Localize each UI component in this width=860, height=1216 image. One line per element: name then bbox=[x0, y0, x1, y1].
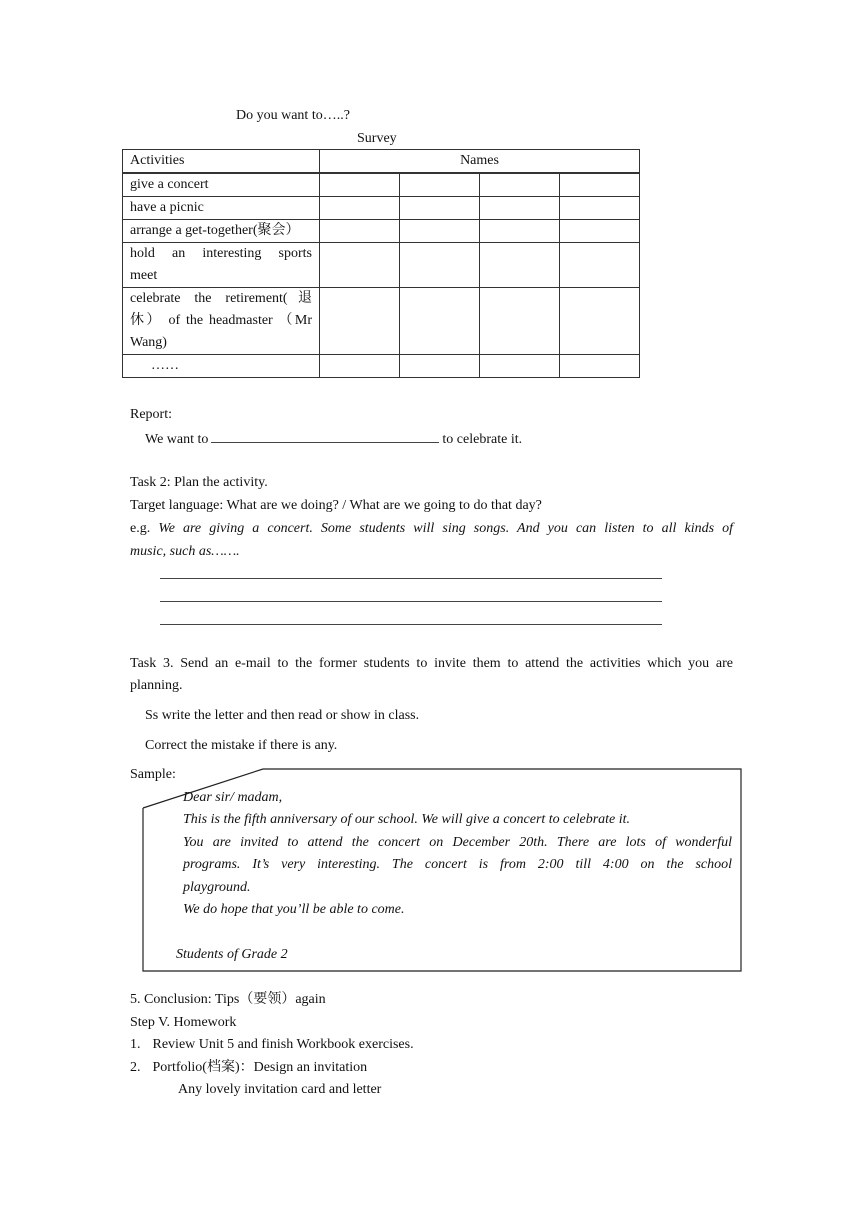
header-activities: Activities bbox=[123, 150, 320, 173]
sample-label: Sample: bbox=[130, 767, 176, 782]
task3-step1: Ss write the letter and then read or show in class. bbox=[145, 708, 420, 723]
activity-cell: arrange a get-together(聚会） bbox=[123, 220, 320, 243]
report-suffix: to celebrate it. bbox=[442, 432, 523, 447]
sample-signature: Students of Grade 2 bbox=[176, 947, 288, 962]
eg-text: We are giving a concert. Some students will sing songs. And you can listen to all kinds of bbox=[158, 521, 733, 536]
task3-step2: Correct the mistake if there is any. bbox=[145, 738, 338, 753]
sample-line2: You are invited to attend the concert on December 20th. There are lots of wonderful bbox=[183, 835, 732, 850]
eg-label: e.g. bbox=[130, 521, 151, 536]
report-prefix: We want to bbox=[145, 432, 209, 447]
sample-line4: playground. bbox=[183, 880, 251, 895]
task3-title-line2: planning. bbox=[130, 678, 183, 693]
header-names: Names bbox=[320, 150, 640, 173]
activity-line: Wang) bbox=[130, 335, 167, 350]
activity-line: 休） of the headmaster （Mr bbox=[130, 313, 312, 328]
activity-line: hold an interesting sports bbox=[130, 246, 312, 261]
activity-cell: have a picnic bbox=[123, 197, 320, 220]
task2-example-line2: music, such as……. bbox=[130, 544, 240, 559]
activity-cell: give a concert bbox=[123, 174, 320, 197]
page-heading: Do you want to…..? bbox=[236, 108, 350, 123]
list-number: 1. bbox=[130, 1037, 141, 1052]
task2-title: Task 2: Plan the activity. bbox=[130, 475, 268, 490]
homework-item-2-sub: Any lovely invitation card and letter bbox=[178, 1082, 382, 1097]
list-text: Review Unit 5 and finish Workbook exercises. bbox=[152, 1037, 414, 1052]
sample-line5: We do hope that you’ll be able to come. bbox=[183, 902, 405, 917]
task3-title-line1: Task 3. Send an e-mail to the former students to invite them to attend the activities which you are bbox=[130, 656, 733, 671]
list-text: Portfolio(档案)：Design an invitation bbox=[152, 1060, 368, 1075]
sample-greeting: Dear sir/ madam, bbox=[183, 790, 283, 805]
activity-line: celebrate the retirement(退 bbox=[130, 291, 312, 306]
list-number: 2. bbox=[130, 1060, 141, 1075]
conclusion: 5. Conclusion: Tips（要领）again bbox=[130, 992, 326, 1007]
activity-line: meet bbox=[130, 268, 158, 283]
report-label: Report: bbox=[130, 407, 172, 422]
sample-line1: This is the fifth anniversary of our school. We will give a concert to celebrate it. bbox=[183, 812, 631, 827]
sample-line3: programs. It’s very interesting. The concert is from 2:00 till 4:00 on the school bbox=[183, 857, 732, 872]
homework-title: Step V. Homework bbox=[130, 1015, 237, 1030]
task2-target: Target language: What are we doing? / What are we going to do that day? bbox=[130, 498, 542, 513]
survey-title: Survey bbox=[357, 131, 397, 146]
activity-cell: …… bbox=[123, 355, 320, 378]
homework-item-1 bbox=[130, 1035, 414, 1055]
homework-item-2 bbox=[130, 1058, 367, 1078]
